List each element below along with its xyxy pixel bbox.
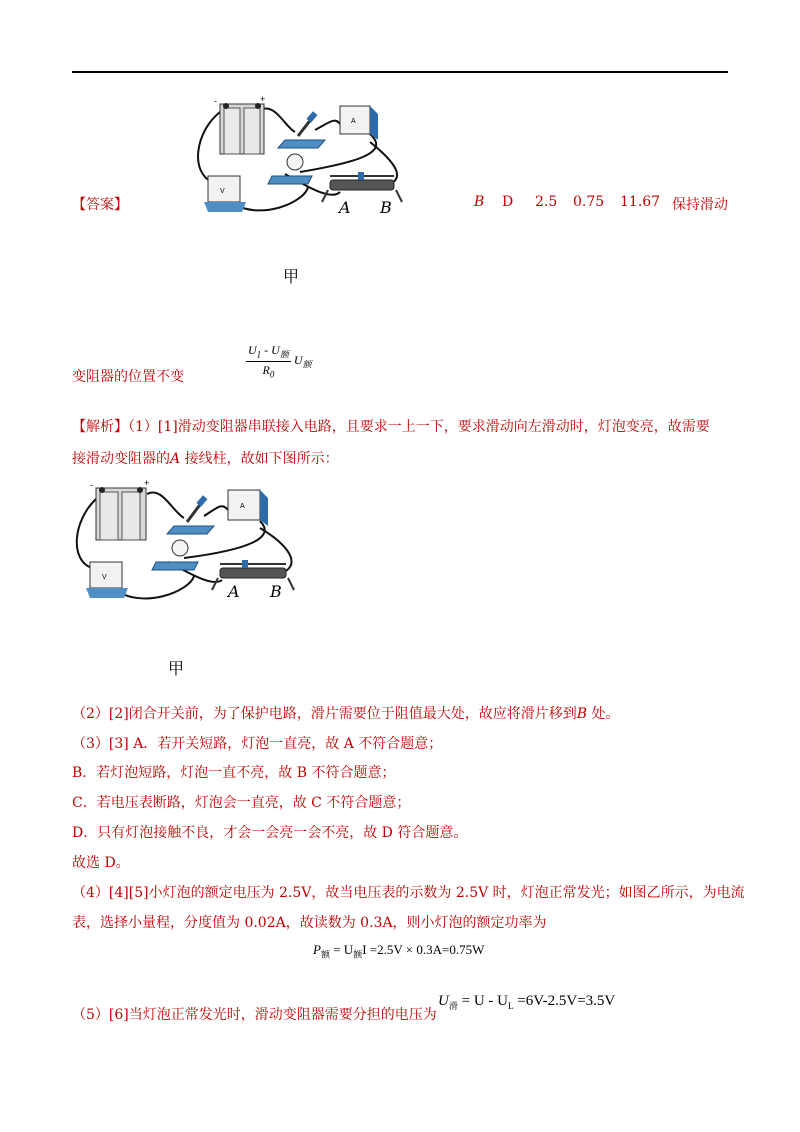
analysis-p1-line2: 接滑动变阻器的A 接线柱，故如下图所示： — [72, 451, 339, 467]
figure-caption-1: 甲 — [283, 267, 300, 286]
analysis-p3-b: B．若灯泡短路，灯泡一直不亮，故 B 不符合题意； — [72, 765, 396, 781]
ammeter-icon — [228, 490, 268, 526]
circuit-diagram-2 — [72, 476, 302, 611]
analysis-p4-line1: （4）[4][5]小灯泡的额定电压为 2.5V，故当电压表的示数为 2.5V 时，灯泡正常发光；如图乙所示，为电流 — [72, 885, 745, 901]
analysis-p3-a: （3）[3] A．若开关短路，灯泡一直亮，故 A 不符合题意； — [72, 736, 443, 752]
analysis-label: 【解析】 — [72, 419, 128, 435]
answer-continuation: 变阻器的位置不变 — [72, 369, 184, 385]
voltmeter-icon — [204, 176, 246, 212]
analysis-p5: （5）[6]当灯泡正常发光时，滑动变阻器需要分担的电压为 — [72, 1007, 437, 1023]
svg-text:V: V — [102, 574, 107, 581]
analysis-p2: （2）[2]闭合开关前，为了保护电路，滑片需要位于阻值最大处，故应将滑片移到B 处。 — [72, 706, 620, 722]
terminal-a-label-2: A — [228, 582, 240, 601]
terminal-a-label: A — [339, 198, 351, 217]
power-formula: $P_额 = U_额I =2.5V \times 0.3A=0.75W$ — [313, 942, 485, 960]
analysis-p1-line1: 【解析】（1）[1]滑动变阻器串联接入电路，且要求一上一下，要求滑动向左滑动时，灯泡变亮，故需要 — [72, 419, 710, 435]
analysis-p4-line2: 表，选择小量程，分度值为 0.02A，故读数为 0.3A，则小灯泡的额定功率为 — [72, 915, 547, 931]
answer-value-1: B — [474, 194, 485, 210]
answer-value-4: 0.75 — [573, 194, 605, 210]
analysis-p3-c: C．若电压表断路，灯泡会一直亮，故 C 不符合题意； — [72, 795, 411, 811]
battery-icon — [214, 94, 265, 154]
ammeter-icon — [340, 106, 378, 140]
svg-text:A: A — [351, 118, 356, 125]
terminal-b-label-2: B — [270, 582, 282, 601]
svg-text:+: + — [144, 478, 150, 488]
header-rule — [72, 71, 728, 73]
voltage-formula: $U_滑 = U - U_L =6V-2.5V=3.5V$ — [438, 993, 616, 1011]
svg-text:-: - — [214, 96, 217, 106]
wire — [198, 112, 220, 182]
answer-value-3: 2.5 — [535, 194, 558, 210]
lamp-icon — [268, 154, 312, 184]
switch-icon — [278, 111, 325, 148]
answer-value-6: 保持滑动 — [672, 197, 728, 213]
analysis-p3-e: 故选 D。 — [72, 855, 130, 871]
answer-formula: $\frac{U_1 - U_额}{R_0}$ $U_额$ — [248, 343, 312, 380]
svg-text:V: V — [220, 188, 225, 195]
svg-text:A: A — [240, 503, 245, 510]
svg-text:+: + — [260, 94, 266, 104]
svg-text:-: - — [90, 480, 93, 490]
battery-icon — [90, 478, 149, 540]
lamp-icon — [152, 540, 198, 570]
analysis-p3-d: D．只有灯泡接触不良，才会一会亮一会不亮，故 D 符合题意。 — [72, 825, 468, 841]
answer-value-2: D — [502, 194, 514, 210]
voltmeter-icon — [86, 562, 128, 598]
figure-caption-2: 甲 — [168, 659, 185, 678]
terminal-b-label: B — [380, 198, 392, 217]
answer-label: 【答案】 — [72, 197, 128, 213]
answer-value-5: 11.67 — [620, 194, 661, 210]
